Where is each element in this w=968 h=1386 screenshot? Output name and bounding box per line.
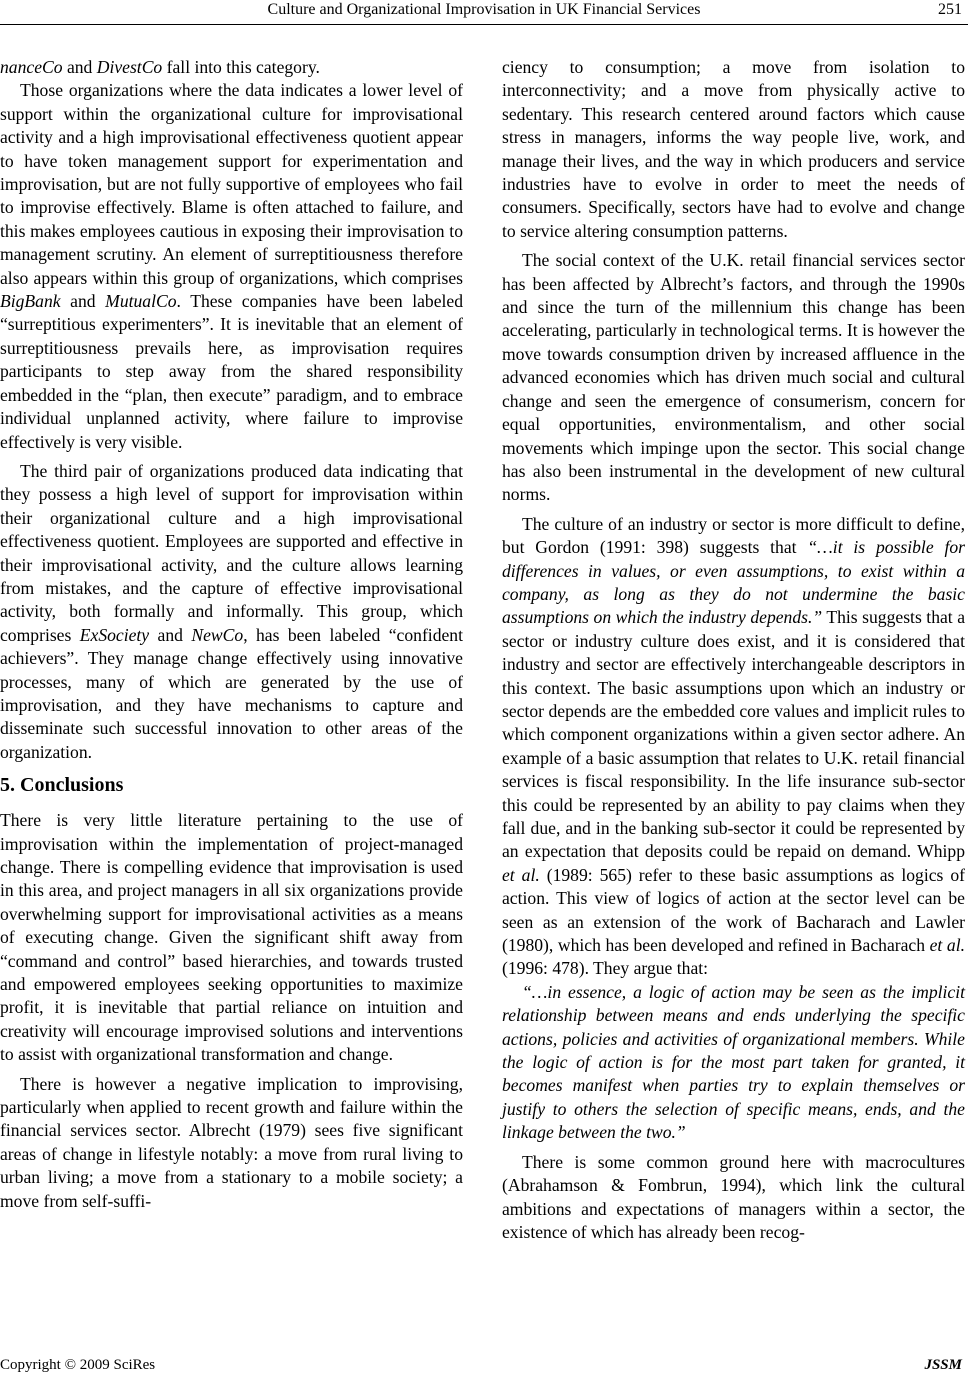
text-run: The culture of an industry or sector is more difficult to define, but Gordon (1991: 398) suggests that [502,513,965,558]
section-heading: 5. Conclusions [0,774,124,797]
text-run: (1996: 478). They argue that: [502,958,709,979]
block-quote: “…in essence, a logic of action may be seen as the implicit relationship between means and ends underlying the specific actions, policies and activities of organizational members. While the logic of action is for the most part taken for granted, it becomes manifest when parties try to explain themselves or justify to others the selection of specific means, ends, and the linkage between the two.” [502,981,965,1143]
text-run: fall into this category. [162,57,320,77]
company-name: DivestCo [96,57,163,77]
paragraph [502,513,965,981]
paragraph: There is very little literature pertaining to the use of improvisation within the implementation of project-managed change. There is compelling evidence that improvisation is used in this area, and project managers in all six organizations provide overwhelming support for improvisational activities as a means of executing change. Given the significant shift away from “command and control” based hierarchies, and towards trusted and empowered employees seeking opportunities to maximize profit, it is inevitable that partial reliance on intuition and creativity will encourage improvised solutions and interventions to assist with organizational transformation and change. [0,810,463,1065]
running-title: Culture and Organizational Improvisation in UK Financial Services [267,1,701,18]
paragraph: ciency to consumption; a move from isolation to interconnectivity; and a move from physically active to sedentary. This research centered around factors which cause stress in managers, informs the way people live, work, and manage their lives, and the way in which producers and service industries have to evolve in order to meet the needs of consumers. Specifically, sectors have had to evolve and change to service altering consumption patterns. [502,57,965,241]
paragraph: The social context of the U.K. retail financial services sector has been affected by Albrecht’s factors, and through the 1990s and since the turn of the millennium this change has been accelerating, particularly in technological terms. It is however the move towards consumption driven by increased affluence in the advanced economies which has driven much social and cultural change and seen the emergence of consumerism, concern for equal opportunities, environmentalism, and other social movements which impinge upon the sector. This social change has also been instrumental in the development of new cultural norms. [502,250,965,505]
text-run: Those organizations where the data indicates a lower level of support within the organizational culture for improvisational activity and a high improvisational effectiveness quotient appear to have token management support for experimentation and improvisation, but are not fully supportive of employees who fail to improvise effectively. Blame is often attached to failure, and this makes employees cautious in exposing their improvisation to management scrutiny. An element of surreptitiousness therefore also appears within this group of organizations, which comprises [0,80,463,288]
copyright: Copyright © 2009 SciRes [0,1357,156,1373]
journal-name: JSSM [924,1357,962,1373]
page-number: 251 [938,1,962,18]
left-column [0,56,463,1213]
paragraph: There is some common ground here with macrocultures (Abrahamson & Fombrun, 1994), which link the cultural ambitions and expectations of managers within a sector, the existence of which has already been recog- [502,1151,965,1242]
header-rule [0,24,968,25]
text-run: and [62,57,97,77]
text-run: The third pair of organizations produced data indicating that they possess a high level of support for improvisation within their organizational culture and a high improvisational effectiveness quotient. Employees are supported and effective in their improvisational activity, and the culture allows learning from mistakes, and the capture of effective improvisational activity, both formally and informally. This group, which comprises [0,460,463,645]
paragraph: There is however a negative implication to improvising, particularly when applied to recent growth and failure within the financial services sector. Albrecht (1979) sees five significant areas of change in lifestyle notably: a move from rural living to urban living; a move from a stationary to a mobile society; a move from self-suffi- [0,1073,463,1211]
company-name: nanceCo [0,57,63,77]
text-run: and [149,624,192,645]
paragraph [0,460,463,764]
page-header [0,0,968,30]
citation-etal: et al. [502,864,540,885]
text-run: (1989: 565) refer to these basic assumptions as logics of action. This view of logics of action at the sector level can be seen as an extension of the work of Bacharach and Lawler (1980), which has been developed and refined in Bacharach [502,864,966,956]
right-column [502,56,965,1244]
company-name: ExSociety [79,624,150,645]
text-run: This suggests that a sector or industry culture does exist, and it is considered that industry and sector are effectively interchangeable descriptors in this context. The basic assumptions upon which an industry or sector depends are the embedded core values and implicit rules to which component organizations within a given sector adhere. An example of a basic assumption that relates to U.K. retail financial services is fiscal responsibility. In the life insurance sub-sector this could be represented by an ability to pay claims when they fall due, and in the banking sub-sector it could be represented by an expectation that deposits could be repaid on demand. Whipp [502,607,966,862]
company-name: MutualCo [105,291,177,312]
inline-quote: “…it is possible for differences in values, or even assumptions, to exist within a company, as long as they do not undermine the basic assumptions on which the industry depends.” [502,537,965,628]
text-run: , has been labeled “confident achievers”. They manage change effectively using innovative processes, many of which are generated by the use of improvisation, and they have mechanisms to capture and disseminate such successful innovation to other areas of the organization. [0,624,463,762]
company-name: BigBank [0,291,61,312]
citation-etal: et al. [929,935,965,956]
company-name: NewCo [191,624,244,645]
text-run: and [60,291,106,312]
text-run: . These companies have been labeled “surreptitious experimenters”. It is inevitable that an element of surreptitiousness prevails here, as improvisation requires participants to step away from the shared responsibility embedded in the “plan, then execute” paradigm, and to embrace individual unplanned activity, where failure to improvise effectively is very visible. [0,291,463,452]
paragraph [0,79,463,454]
paragraph [0,56,463,79]
